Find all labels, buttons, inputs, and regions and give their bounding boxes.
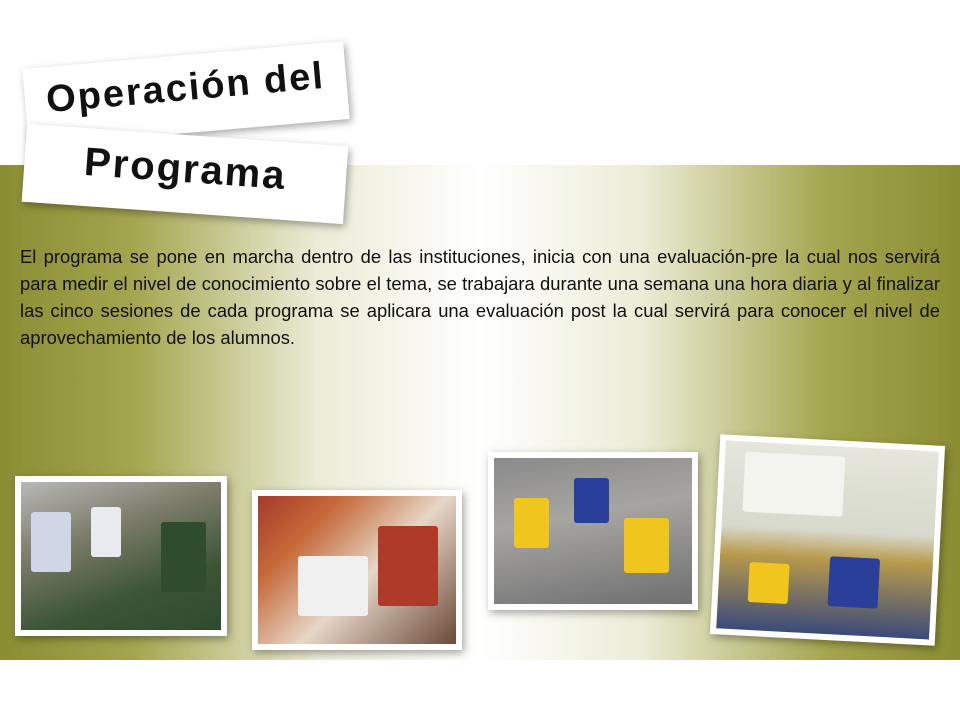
title-line1: Operación del (44, 54, 327, 122)
photo-students-reading (15, 476, 227, 636)
photo-classroom-image (716, 441, 939, 640)
photo-students-on-floor-image (494, 458, 692, 604)
photo-classroom (710, 434, 945, 646)
photo-students-reading-image (21, 482, 221, 630)
title-line2: Programa (82, 139, 289, 199)
description-paragraph: El programa se pone en marcha dentro de las instituciones, inicia con una evaluación-pre la cual nos servirá para medir el nivel de conocimiento sobre el tema, se trabajara durante una semana una hora diaria y al finalizar las cinco sesiones de cada programa se aplicara una evaluación post la cual servirá para conocer el nivel de aprovechamiento de los alumnos. (20, 246, 940, 348)
photo-teacher-with-student-image (258, 496, 456, 644)
photo-teacher-with-student (252, 490, 462, 650)
photo-students-on-floor (488, 452, 698, 610)
